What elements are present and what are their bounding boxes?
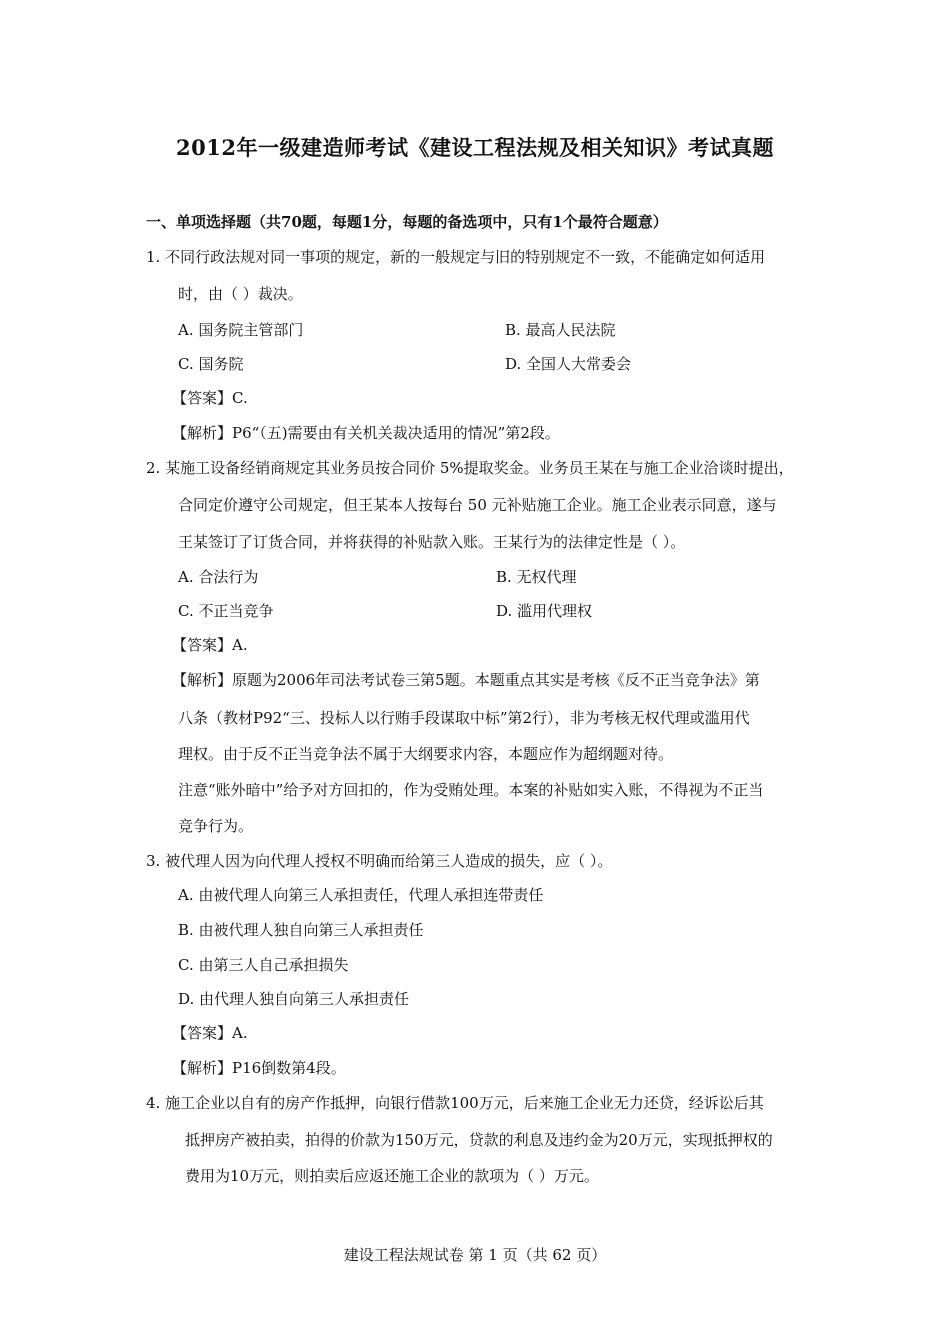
question-3-analysis: 【解析】P16倒数第4段。 <box>172 1059 346 1077</box>
question-2-analysis: 八条（教材P92“三、投标人以行贿手段谋取中标”第2行），非为考核无权代理或滥用代 <box>178 709 750 727</box>
question-2-stem: 王某签订了订货合同，并将获得的补贴款入账。王某行为的法律定性是（ ）。 <box>178 533 686 551</box>
question-1-option-d: D. 全国人大常委会 <box>505 355 632 373</box>
question-2-option-b: B. 无权代理 <box>496 568 577 586</box>
question-3-option-d: D. 由代理人独自向第三人承担责任 <box>178 990 410 1008</box>
question-2-option-a: A. 合法行为 <box>178 568 259 586</box>
question-3-stem: 3. 被代理人因为向代理人授权不明确而给第三人造成的损失，应（ ）。 <box>146 852 613 870</box>
question-3-answer: 【答案】A. <box>172 1024 248 1042</box>
question-2-stem: 合同定价遵守公司规定，但王某本人按每台 50 元补贴施工企业。施工企业表示同意，遂与 <box>178 496 777 514</box>
question-3-option-a: A. 由被代理人向第三人承担责任，代理人承担连带责任 <box>178 886 544 904</box>
question-2-answer: 【答案】A. <box>172 636 248 654</box>
question-1-option-c: C. 国务院 <box>178 355 244 373</box>
question-1-stem: 时，由（ ）裁决。 <box>178 285 303 303</box>
question-2-option-c: C. 不正当竞争 <box>178 602 274 620</box>
question-1-option-a: A. 国务院主管部门 <box>178 321 304 339</box>
question-1-option-b: B. 最高人民法院 <box>505 321 616 339</box>
document-title: 2012年一级建造师考试《建设工程法规及相关知识》考试真题 <box>176 135 774 160</box>
question-2-analysis: 理权。由于反不正当竞争法不属于大纲要求内容，本题应作为超纲题对待。 <box>178 745 674 763</box>
question-1-analysis: 【解析】P6“（五)需要由有关机关裁决适用的情况”第2段。 <box>172 424 560 442</box>
question-4-stem: 抵押房产被拍卖，拍得的价款为150万元，贷款的利息及违约金为20万元，实现抵押权的 <box>185 1131 773 1149</box>
page-footer: 建设工程法规试卷 第 1 页（共 62 页） <box>343 1246 607 1264</box>
question-2-stem: 2. 某施工设备经销商规定其业务员按合同价 5%提取奖金。业务员王某在与施工企业洽谈时提出， <box>146 459 794 477</box>
question-2-analysis: 注意“账外暗中”给予对方回扣的，作为受贿处理。本案的补贴如实入账，不得视为不正当 <box>178 781 764 799</box>
question-3-option-b: B. 由被代理人独自向第三人承担责任 <box>178 921 424 939</box>
question-1-stem: 1. 不同行政法规对同一事项的规定，新的一般规定与旧的特别规定不一致，不能确定如何适用 <box>146 248 766 266</box>
question-2-analysis: 竞争行为。 <box>178 817 254 835</box>
question-2-option-d: D. 滥用代理权 <box>496 602 593 620</box>
question-3-option-c: C. 由第三人自己承担损失 <box>178 956 349 974</box>
question-4-stem: 4. 施工企业以自有的房产作抵押，向银行借款100万元，后来施工企业无力还贷，经诉讼后其 <box>146 1094 764 1112</box>
question-1-answer: 【答案】C. <box>172 389 248 407</box>
section-heading: 一、单项选择题（共70题，每题1分，每题的备选项中，只有1个最符合题意） <box>146 213 668 231</box>
question-2-analysis: 【解析】原题为2006年司法考试卷三第5题。本题重点其实是考核《反不正当竞争法》第 <box>172 671 760 689</box>
question-4-stem: 费用为10万元，则拍卖后应返还施工企业的款项为（ ）万元。 <box>185 1167 599 1185</box>
